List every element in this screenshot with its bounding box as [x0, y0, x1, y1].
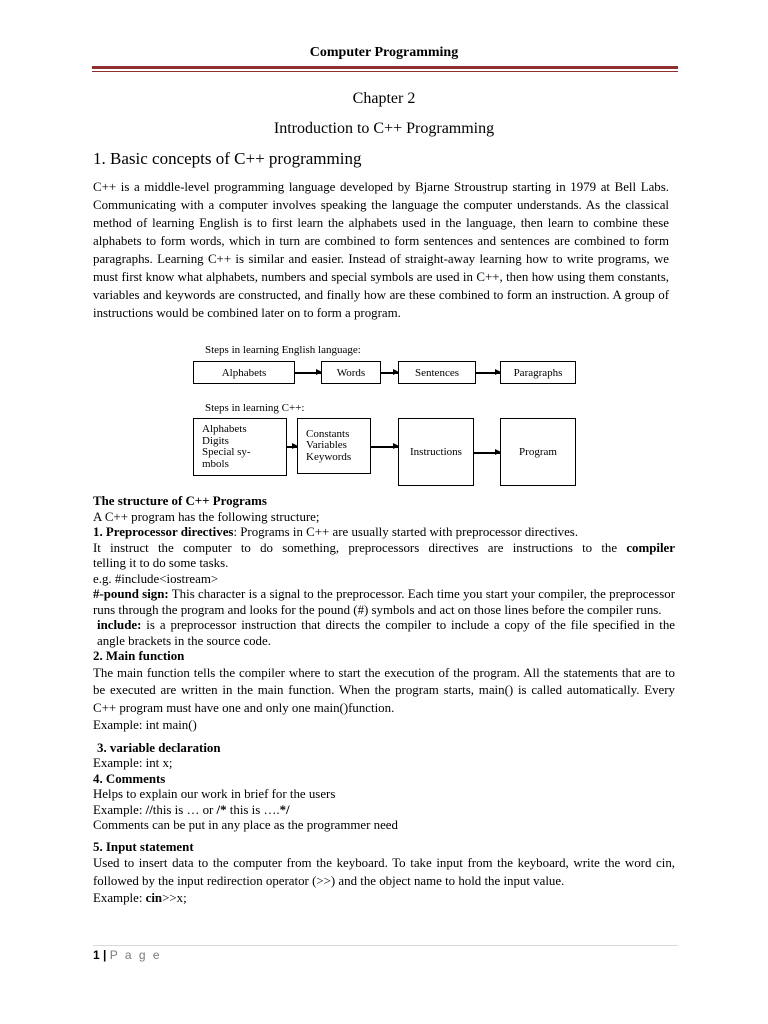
input-heading: 5. Input statement — [93, 839, 194, 854]
comments-note: Comments can be put in any place as the programmer need — [93, 818, 398, 832]
preprocessor-detail-text: It instruct the computer to do something, preprocessors directives are instructions to the — [93, 540, 627, 555]
preprocessor-example: e.g. #include<iostream> — [93, 571, 219, 586]
include-text: is a preprocessor instruction that directs the compiler to include a copy of the file specified in the angle brackets in the source code. — [97, 618, 675, 648]
preprocessor-line — [93, 525, 675, 541]
cin-keyword: cin — [145, 891, 163, 905]
variable-example: Example: int x; — [93, 756, 173, 770]
include-label: include: — [97, 618, 142, 632]
main-function-heading: 2. Main function — [93, 649, 185, 663]
arrow-icon — [476, 372, 500, 374]
variable-heading: 3. variable declaration — [97, 740, 221, 755]
cpp-step-instructions: Instructions — [398, 418, 474, 486]
cpp-step-line: Digits — [202, 434, 229, 447]
cpp-step-line: Special sy- — [202, 446, 251, 458]
cpp-step-line: Constants — [306, 427, 350, 440]
structure-intro: A C++ program has the following structure; — [93, 509, 320, 524]
arrow-icon — [287, 446, 297, 448]
cpp-step-line: mbols — [202, 457, 229, 470]
cpp-step-constants — [297, 418, 371, 474]
pound-sign-text: This character is a signal to the preprocessor. Each time you start your compiler, the preprocessor runs through the program and looks for the pound (#) symbols and act on those lines before the compiler runs. — [93, 587, 675, 617]
cpp-step-line: Variables — [306, 439, 347, 452]
english-step-alphabets: Alphabets — [193, 361, 295, 384]
structure-heading: The structure of C++ Programs — [93, 494, 267, 508]
cpp-steps-label: Steps in learning C++: — [205, 402, 305, 414]
comments-example-prefix: Example: — [93, 802, 146, 817]
comments-example — [93, 803, 675, 819]
intro-paragraph: C++ is a middle-level programming language developed by Bjarne Stroustrup starting in 1979 at Bell Labs. Communicating with a computer involves speaking the language the computer understands. As the classical method of learning English is to first learn the alphabets used in the language, then learn to combine these alphabets to form words, which in turn are combined to form sentences and sentences are combined to form paragraphs. Learning C++ is similar and easier. Instead of straight-away learning how to write programs, we must first know what alphabets, numbers and special symbols are used in C++, then how using them constants, variables and keywords are constructed, and finally how are these combined to form an instruction. A group of instructions would be combined later on to form a program. — [93, 180, 669, 320]
preprocessor-detail — [93, 541, 675, 557]
main-function-text: The main function tells the compiler where to start the execution of the program. All the statements that are to be executed are written in the main function. When the program starts, main() is called automatically. Every C++ program must have one and only one main()function. — [93, 665, 675, 715]
preprocessor-label: 1. Preprocessor directives — [93, 525, 234, 539]
footer-separator: | — [103, 948, 107, 962]
single-line-comment: // — [145, 802, 153, 817]
preprocessor-detail-end: telling it to do some tasks. — [93, 556, 229, 570]
preprocessor-text: : Programs in C++ are usually started with preprocessor directives. — [233, 525, 579, 539]
english-step-sentences: Sentences — [398, 361, 476, 384]
compiler-term: compiler — [626, 540, 675, 555]
input-example-prefix: Example: — [93, 891, 146, 905]
page-footer — [93, 948, 162, 962]
block-comment-close: */ — [279, 802, 290, 817]
comments-text: Helps to explain our work in brief for the users — [93, 787, 336, 801]
english-step-paragraphs: Paragraphs — [500, 361, 576, 384]
chapter-title: Chapter 2 — [352, 90, 416, 107]
header-rule-thick — [92, 66, 678, 69]
footer-rule — [93, 945, 678, 946]
cpp-step-alphabets — [193, 418, 287, 476]
comments-heading: 4. Comments — [93, 771, 166, 786]
header-rule-thin — [92, 71, 678, 72]
running-header: Computer Programming — [309, 45, 459, 60]
pound-sign-paragraph — [93, 587, 675, 618]
structure-section — [93, 494, 675, 908]
input-text: Used to insert data to the computer from the keyboard. To take input from the keyboard, write the word cin, followed by the input redirection operator (>>) and the object name to hold the input value. — [93, 856, 675, 888]
english-steps-label: Steps in learning English language: — [205, 344, 361, 356]
input-example-suffix: >>x; — [162, 891, 187, 905]
comments-example-body: this is …. — [226, 802, 280, 817]
arrow-icon — [295, 372, 321, 374]
main-function-example: Example: int main() — [93, 718, 197, 732]
include-paragraph — [93, 618, 675, 649]
page-number: 1 — [93, 948, 100, 962]
cpp-step-line: Keywords — [306, 450, 352, 463]
arrow-icon — [381, 372, 398, 374]
section-heading: 1. Basic concepts of C++ programming — [93, 149, 362, 168]
cpp-step-line: Alphabets — [202, 423, 247, 435]
pound-sign-label: #-pound sign: — [93, 587, 169, 601]
arrow-icon — [371, 446, 398, 448]
english-step-words: Words — [321, 361, 381, 384]
input-example — [93, 890, 675, 908]
arrow-icon — [474, 452, 500, 454]
intro-title: Introduction to C++ Programming — [273, 120, 495, 137]
page-label: P a g e — [109, 948, 162, 962]
block-comment-open: /* — [216, 802, 227, 817]
comments-example-mid: this is … or — [152, 802, 217, 817]
cpp-step-program: Program — [500, 418, 576, 486]
